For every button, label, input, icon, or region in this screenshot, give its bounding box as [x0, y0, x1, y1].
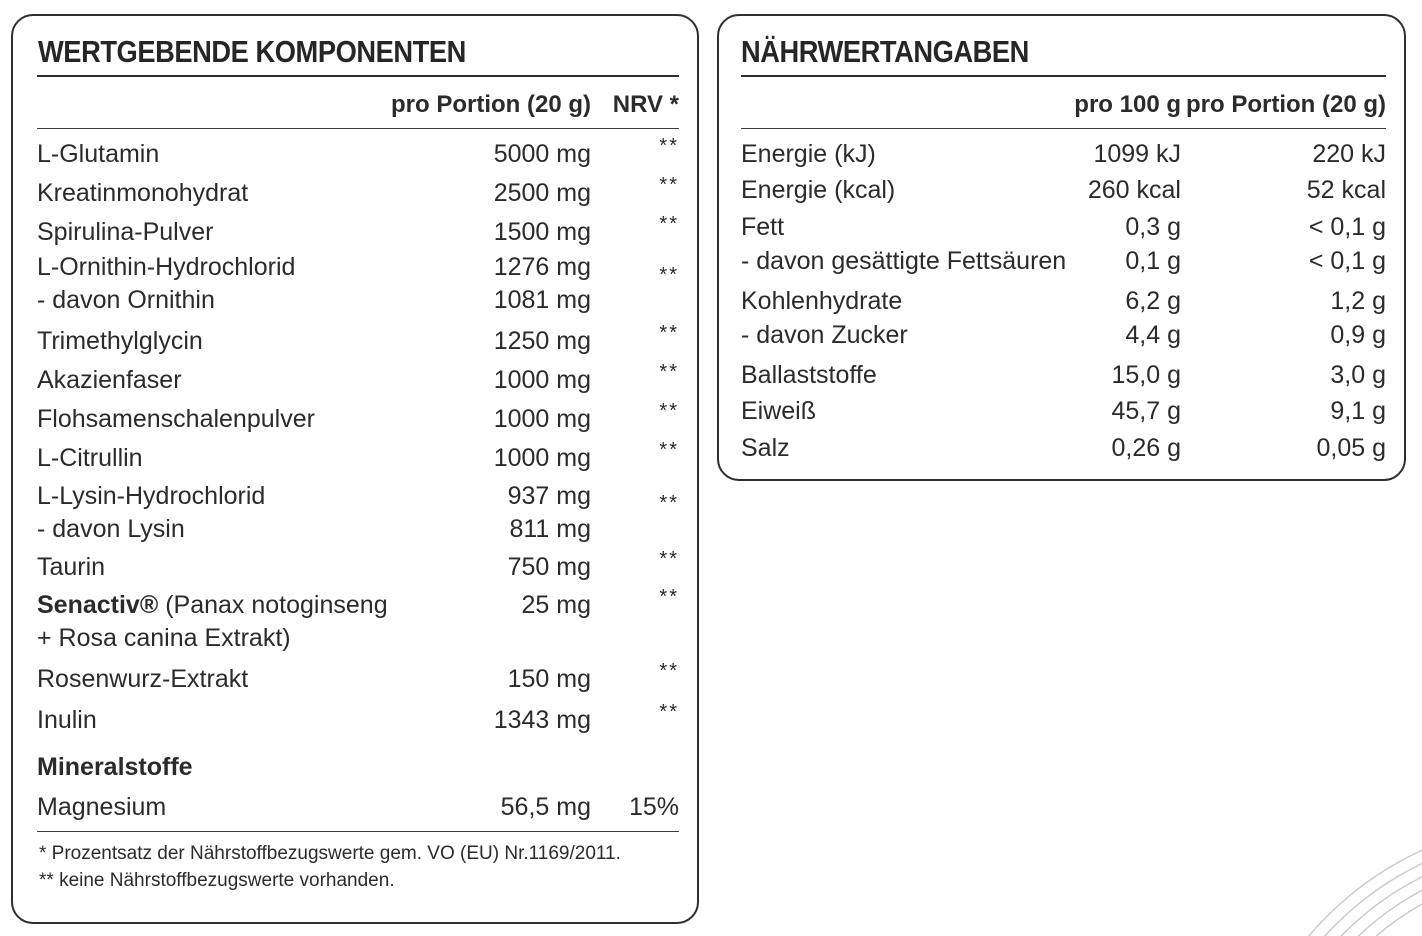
ingredient-amount: 750 mg [507, 553, 591, 581]
ingredient-amount: 1000 mg [493, 444, 591, 472]
table-row [741, 394, 1386, 428]
nrv-value: ** [659, 492, 679, 514]
ingredient-amount: 1081 mg [493, 286, 591, 314]
table-row [37, 550, 679, 584]
table-row [37, 479, 679, 513]
value-per-100g: 0,26 g [1111, 434, 1181, 462]
nrv-value: ** [659, 264, 679, 286]
table-row [37, 621, 679, 655]
nrv-value: ** [659, 213, 679, 235]
ingredient-name: - davon Ornithin [37, 286, 215, 314]
header-rule [741, 128, 1386, 129]
nutrition-header-row [741, 88, 1386, 122]
column-header-per-100g: pro 100 g [1074, 91, 1181, 118]
ingredient-name: L-Lysin-Hydrochlorid [37, 482, 266, 510]
table-row [37, 363, 679, 397]
ingredient-amount: 2500 mg [493, 179, 591, 207]
table-row [741, 173, 1386, 207]
nutrient-name: - davon gesättigte Fettsäuren [741, 247, 1067, 275]
table-row [37, 176, 679, 210]
value-per-portion: < 0,1 g [1308, 213, 1386, 241]
senactiv-brand: Senactiv® [37, 591, 159, 619]
ingredient-name-wrapper [37, 588, 388, 622]
ingredient-amount: 1000 mg [493, 405, 591, 433]
table-row [37, 215, 679, 249]
nutrient-name: Energie (kJ) [741, 140, 876, 168]
ingredient-name: Taurin [37, 553, 106, 581]
value-per-portion: 0,9 g [1330, 321, 1386, 349]
nutrition-title: NÄHRWERTANGABEN [741, 34, 1029, 69]
footer-rule [37, 831, 679, 832]
table-row [37, 324, 679, 358]
footnote-nrv: * Prozentsatz der Nährstoffbezugswerte gem. VO (EU) Nr.1169/2011. [39, 843, 621, 864]
ingredient-amount: 150 mg [507, 665, 591, 693]
value-per-100g: 6,2 g [1125, 287, 1181, 315]
minerals-heading: Mineralstoffe [37, 753, 193, 781]
components-header-row [37, 88, 679, 122]
column-header-portion: pro Portion (20 g) [391, 91, 591, 118]
table-row [37, 790, 679, 824]
nrv-value: ** [659, 174, 679, 196]
components-title: WERTGEBENDE KOMPONENTEN [38, 34, 466, 69]
value-per-100g: 4,4 g [1125, 321, 1181, 349]
nrv-value: ** [659, 701, 679, 723]
table-row [37, 137, 679, 171]
ingredient-name: Magnesium [37, 793, 167, 821]
ingredient-name: Akazienfaser [37, 366, 182, 394]
value-per-portion: 52 kcal [1306, 176, 1386, 204]
nrv-value: ** [659, 400, 679, 422]
ingredient-name: L-Ornithin-Hydrochlorid [37, 253, 296, 281]
ingredient-name: L-Glutamin [37, 140, 160, 168]
components-panel [11, 14, 699, 924]
table-row [37, 441, 679, 475]
minerals-heading-row [37, 750, 679, 784]
value-per-100g: 1099 kJ [1093, 140, 1181, 168]
table-row [741, 210, 1386, 244]
table-row [37, 250, 679, 284]
nrv-value: ** [659, 439, 679, 461]
title-rule [37, 75, 679, 77]
ingredient-name: Inulin [37, 706, 97, 734]
nrv-value: ** [659, 135, 679, 157]
nrv-value: ** [659, 586, 679, 608]
value-per-portion: 3,0 g [1330, 361, 1386, 389]
table-row [37, 588, 679, 622]
title-rule [741, 75, 1386, 77]
nutrient-name: Ballaststoffe [741, 361, 877, 389]
nrv-value: 15% [628, 793, 679, 821]
nutrient-name: Kohlenhydrate [741, 287, 903, 315]
ingredient-amount: 1000 mg [493, 366, 591, 394]
value-per-portion: 9,1 g [1330, 397, 1386, 425]
table-row [37, 703, 679, 737]
value-per-portion: 220 kJ [1312, 140, 1386, 168]
nutrient-name: - davon Zucker [741, 321, 908, 349]
ingredient-name: - davon Lysin [37, 515, 185, 543]
nutrient-name: Fett [741, 213, 785, 241]
ingredient-name: L-Citrullin [37, 444, 143, 472]
table-row [741, 358, 1386, 392]
ingredient-amount: 5000 mg [493, 140, 591, 168]
ingredient-amount: 56,5 mg [500, 793, 591, 821]
value-per-portion: 0,05 g [1316, 434, 1386, 462]
footnote-no-nrv: ** keine Nährstoffbezugswerte vorhanden. [39, 870, 395, 891]
nrv-value: ** [659, 548, 679, 570]
table-row [741, 137, 1386, 171]
ingredient-amount: 937 mg [507, 482, 591, 510]
value-per-100g: 260 kcal [1087, 176, 1181, 204]
nrv-value: ** [659, 660, 679, 682]
ingredient-name: Flohsamenschalenpulver [37, 405, 315, 433]
value-per-100g: 0,1 g [1125, 247, 1181, 275]
ingredient-amount: 25 mg [521, 591, 591, 619]
nutrient-name: Energie (kcal) [741, 176, 896, 204]
table-row [741, 431, 1386, 465]
value-per-100g: 15,0 g [1111, 361, 1181, 389]
ingredient-name: + Rosa canina Extrakt) [37, 624, 291, 652]
nrv-value: ** [659, 361, 679, 383]
table-row [37, 402, 679, 436]
nutrient-name: Salz [741, 434, 790, 462]
ingredient-name: Kreatinmonohydrat [37, 179, 249, 207]
ingredient-amount: 1250 mg [493, 327, 591, 355]
ingredient-name: Spirulina-Pulver [37, 218, 214, 246]
ingredient-amount: 1500 mg [493, 218, 591, 246]
nutrient-name: Eiweiß [741, 397, 817, 425]
value-per-portion: < 0,1 g [1308, 247, 1386, 275]
value-per-100g: 0,3 g [1125, 213, 1181, 241]
ingredient-name: Trimethylglycin [37, 327, 203, 355]
ingredient-amount: 1276 mg [493, 253, 591, 281]
nutrition-panel [717, 14, 1406, 481]
table-row [741, 284, 1386, 318]
value-per-portion: 1,2 g [1330, 287, 1386, 315]
column-header-portion: pro Portion (20 g) [1186, 91, 1386, 118]
ingredient-amount: 811 mg [509, 515, 591, 543]
ingredient-amount: 1343 mg [493, 706, 591, 734]
table-row [741, 244, 1386, 278]
header-rule [37, 128, 679, 129]
table-row [741, 318, 1386, 352]
ingredient-name: (Panax notoginseng [158, 591, 388, 619]
ingredient-name: Rosenwurz-Extrakt [37, 665, 249, 693]
value-per-100g: 45,7 g [1111, 397, 1181, 425]
column-header-nrv: NRV * [612, 91, 679, 118]
nrv-value: ** [659, 322, 679, 344]
table-row [37, 662, 679, 696]
